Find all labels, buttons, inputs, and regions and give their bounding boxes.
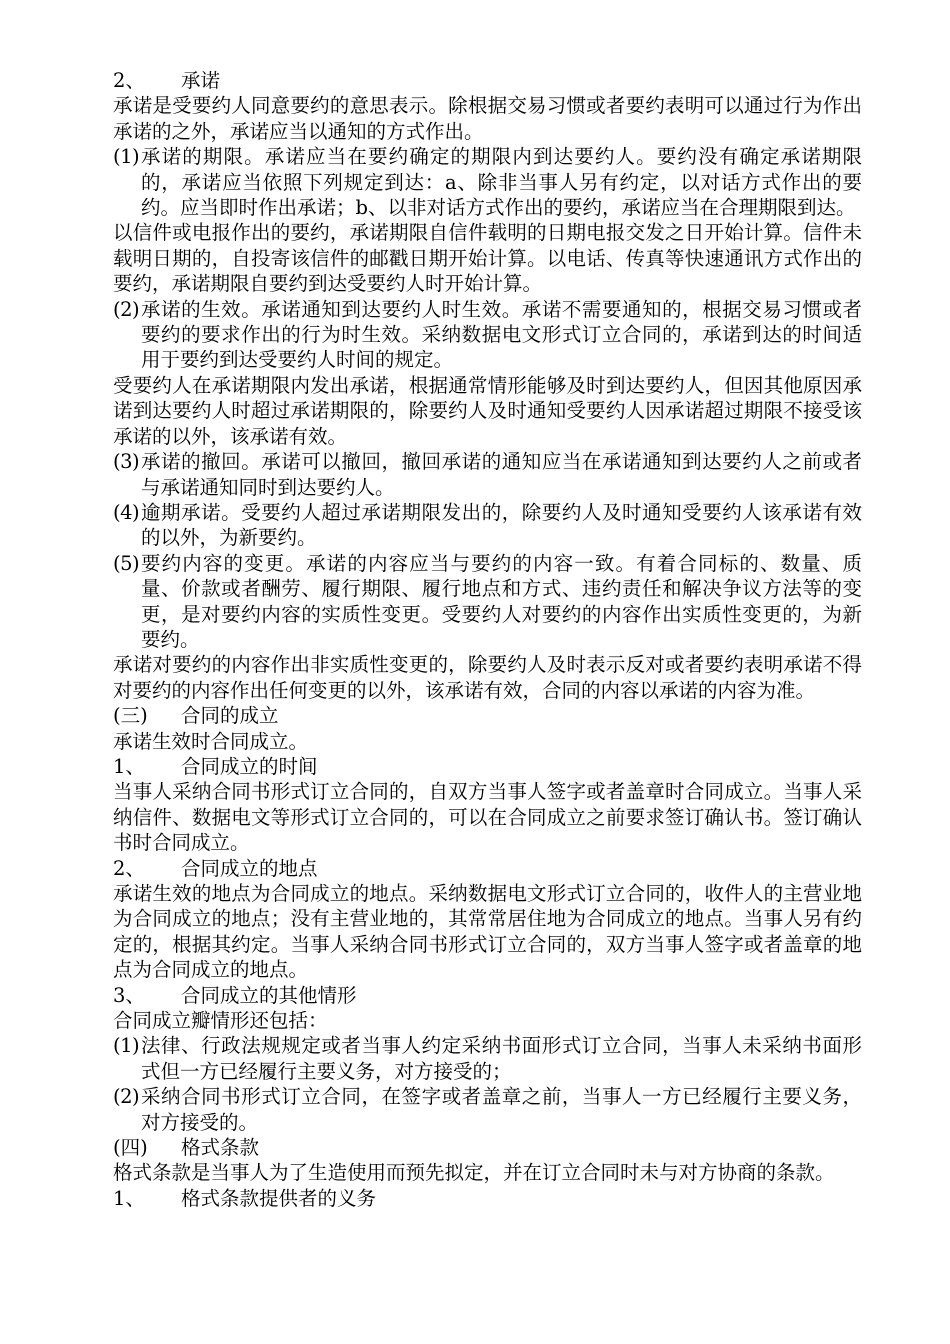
list-item bbox=[113, 297, 862, 373]
item-number: (3) bbox=[113, 450, 140, 474]
list-item bbox=[113, 551, 862, 653]
paragraph: 承诺对要约的内容作出非实质性变更的，除要约人及时表示反对或者要约表明承诺不得对要约的内容作出任何变更的以外，该承诺有效，合同的内容以承诺的内容为准。 bbox=[113, 653, 862, 702]
heading-text: 格式条款 bbox=[181, 1136, 260, 1160]
heading-text: 合同成立的地点 bbox=[181, 856, 318, 880]
section-heading bbox=[113, 1186, 862, 1211]
item-number: (2) bbox=[113, 1085, 140, 1109]
list-item bbox=[113, 449, 862, 500]
item-number: (4) bbox=[113, 500, 140, 524]
item-number: (2) bbox=[113, 297, 140, 321]
heading-text: 合同成立的其他情形 bbox=[181, 983, 357, 1007]
section-heading bbox=[113, 754, 862, 779]
section-heading bbox=[113, 1135, 862, 1160]
list-item bbox=[113, 500, 862, 551]
section-heading bbox=[113, 983, 862, 1008]
paragraph: 以信件或电报作出的要约，承诺期限自信件载明的日期电报交发之日开始计算。信件未载明日期的，自投寄该信件的邮戳日期开始计算。以电话、传真等快速通讯方式作出的要约，承诺期限自要约到达受要约人时开始计算。 bbox=[113, 221, 862, 296]
heading-text: 合同的成立 bbox=[181, 704, 279, 728]
item-text: 逾期承诺。受要约人超过承诺期限发出的，除要约人及时通知受要约人该承诺有效的以外，为新要约。 bbox=[141, 500, 862, 550]
list-item bbox=[113, 1084, 862, 1135]
paragraph: 承诺生效的地点为合同成立的地点。采纳数据电文形式订立合同的，收件人的主营业地为合同成立的地点；没有主营业地的，其常常居住地为合同成立的地点。当事人另有约定的，根据其约定。当事人采纳合同书形式订立合同的，双方当事人签字或者盖章的地点为合同成立的地点。 bbox=[113, 882, 862, 982]
heading-number: 2、 bbox=[113, 69, 145, 92]
heading-number: 2、 bbox=[113, 856, 145, 880]
item-number: (1) bbox=[113, 145, 140, 169]
heading-text: 承诺 bbox=[181, 69, 221, 92]
heading-number: (三) bbox=[113, 704, 148, 728]
heading-number: (四) bbox=[113, 1136, 148, 1160]
item-number: (1) bbox=[113, 1034, 140, 1058]
section-heading bbox=[113, 68, 862, 93]
list-item bbox=[113, 1033, 862, 1084]
item-text: 承诺的撤回。承诺可以撤回，撤回承诺的通知应当在承诺通知到达要约人之前或者与承诺通知同时到达要约人。 bbox=[141, 450, 862, 499]
section-heading bbox=[113, 856, 862, 881]
item-text: 要约内容的变更。承诺的内容应当与要约的内容一致。有着合同标的、数量、质量、价款或者酬劳、履行期限、履行地点和方式、违约责任和解决争议方法等的变更，是对要约内容的实质性变更。受要约人对要约的内容作出实质性变更的，为新要约。 bbox=[141, 551, 862, 651]
item-number: (5) bbox=[113, 551, 140, 575]
item-text: 采纳合同书形式订立合同，在签字或者盖章之前，当事人一方已经履行主要义务，对方接受的。 bbox=[141, 1085, 862, 1134]
heading-number: 1、 bbox=[113, 754, 145, 778]
paragraph: 格式条款是当事人为了生造使用而预先拟定，并在订立合同时未与对方协商的条款。 bbox=[113, 1161, 835, 1185]
list-item bbox=[113, 144, 862, 220]
section-heading bbox=[113, 703, 862, 728]
heading-text: 格式条款提供者的义务 bbox=[181, 1186, 377, 1210]
heading-text: 合同成立的时间 bbox=[181, 754, 318, 778]
paragraph: 当事人采纳合同书形式订立合同的，自双方当事人签字或者盖章时合同成立。当事人采纳信件、数据电文等形式订立合同的，可以在合同成立之前要求签订确认书。签订确认书时合同成立。 bbox=[113, 780, 862, 855]
item-text: 承诺的生效。承诺通知到达要约人时生效。承诺不需要通知的，根据交易习惯或者要约的要求作出的行为时生效。采纳数据电文形式订立合同的，承诺到达的时间适用于要约到达受要约人时间的规定。 bbox=[141, 297, 862, 372]
heading-number: 3、 bbox=[113, 983, 145, 1007]
item-text: 法律、行政法规规定或者当事人约定采纳书面形式订立合同，当事人未采纳书面形式但一方已经履行主要义务，对方接受的； bbox=[141, 1034, 862, 1083]
item-text: 承诺的期限。承诺应当在要约确定的期限内到达要约人。要约没有确定承诺期限的，承诺应当依照下列规定到达：a、除非当事人另有约定，以对话方式作出的要约。应当即时作出承诺；b、以非对话方式作出的要约，承诺应当在合理期限到达。 bbox=[141, 145, 862, 220]
document-body bbox=[113, 68, 862, 1211]
paragraph: 承诺生效时合同成立。 bbox=[113, 729, 309, 753]
paragraph: 合同成立瓣情形还包括： bbox=[113, 1009, 328, 1033]
paragraph: 受要约人在承诺期限内发出承诺，根据通常情形能够及时到达要约人，但因其他原因承诺到达要约人时超过承诺期限的，除要约人及时通知受要约人因承诺超过期限不接受该承诺的以外，该承诺有效。 bbox=[113, 373, 862, 448]
paragraph: 承诺是受要约人同意要约的意思表示。除根据交易习惯或者要约表明可以通过行为作出承诺的之外，承诺应当以通知的方式作出。 bbox=[113, 94, 862, 143]
heading-number: 1、 bbox=[113, 1186, 145, 1210]
